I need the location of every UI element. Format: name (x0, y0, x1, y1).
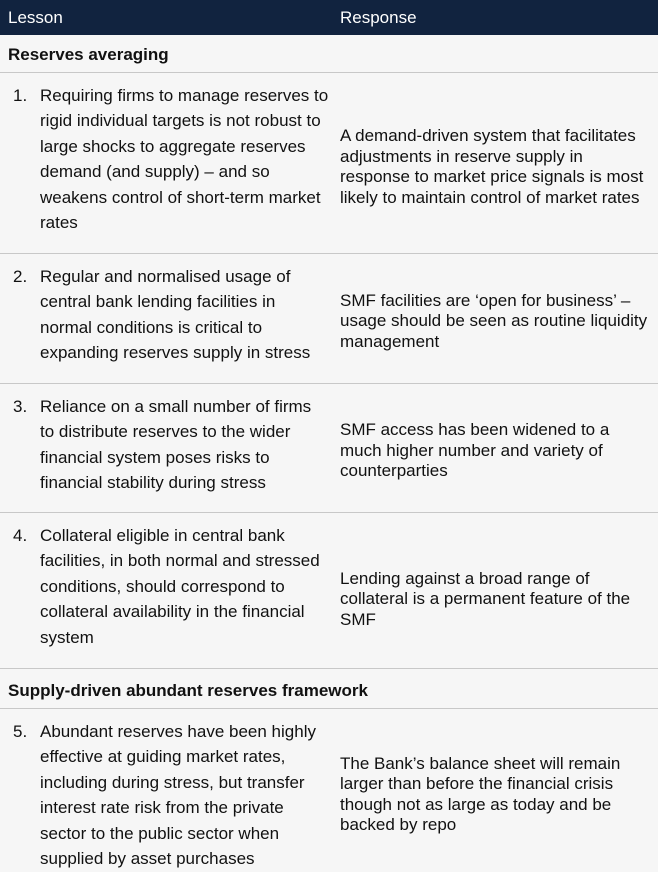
response-cell: The Bank’s balance sheet will remain larger than before the financial crisis though not as large as today and be backed by repo (340, 753, 621, 834)
lesson-number: 4. (13, 526, 28, 545)
lesson-text: Abundant reserves have been highly effective at guiding market rates, including during stress, but transfer interest rate risk from the private sector to the public sector when supplied by asset purchases (40, 722, 316, 869)
lesson-number: 1. (13, 86, 28, 105)
table-row (0, 709, 658, 872)
lesson-cell (0, 709, 340, 872)
lesson-cell (0, 513, 340, 668)
lesson-cell (0, 73, 340, 253)
lesson-text: Regular and normalised usage of central bank lending facilities in normal conditions is critical to expanding reserves supply in stress (40, 267, 311, 363)
lesson-cell (0, 384, 340, 512)
header-lesson: Lesson (8, 7, 63, 27)
lesson-text: Collateral eligible in central bank facilities, in both normal and stressed conditions, should correspond to collateral availability in the financial system (40, 526, 320, 647)
response-cell: Lending against a broad range of collateral is a permanent feature of the SMF (340, 568, 631, 629)
lesson-number: 5. (13, 722, 28, 741)
section-heading: Supply-driven abundant reserves framework (0, 669, 658, 709)
section-heading: Reserves averaging (0, 35, 658, 73)
table-header (0, 0, 658, 35)
lesson-number: 2. (13, 267, 28, 286)
lesson-cell (0, 254, 340, 383)
lesson-text: Reliance on a small number of firms to distribute reserves to the wider financial system poses risks to financial stability during stress (40, 397, 312, 493)
header-response: Response (340, 7, 417, 27)
table-row (0, 384, 658, 513)
response-cell: SMF facilities are ‘open for business’ – usage should be seen as routine liquidity management (340, 290, 648, 351)
table-row (0, 73, 658, 254)
lesson-text: Requiring firms to manage reserves to rigid individual targets is not robust to large shocks to aggregate reserves demand (and supply) – and so weakens control of short-term market rates (40, 86, 329, 233)
table-row (0, 254, 658, 384)
response-cell: SMF access has been widened to a much higher number and variety of counterparties (340, 420, 610, 481)
table-row (0, 513, 658, 669)
lesson-number: 3. (13, 397, 28, 416)
response-cell: A demand-driven system that facilitates adjustments in reserve supply in response to market price signals is most likely to maintain control of market rates (340, 126, 644, 207)
